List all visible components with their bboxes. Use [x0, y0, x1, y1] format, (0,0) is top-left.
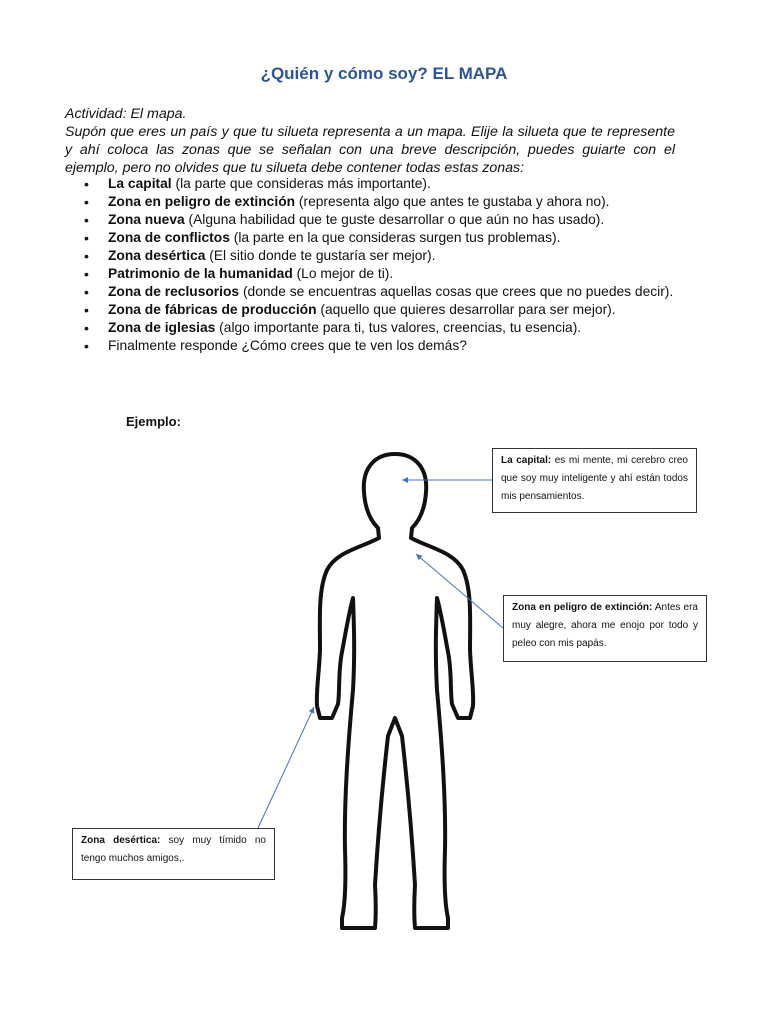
zone-item-capital: • La capital (la parte que consideras más importante). — [80, 175, 680, 193]
body-silhouette — [317, 454, 473, 928]
activity-label: Actividad: El mapa. — [65, 106, 187, 122]
zone-item-iglesias: • Zona de iglesias (algo importante para ti, tus valores, creencias, tu esencia). — [80, 319, 680, 337]
page-title: ¿Quién y cómo soy? EL MAPA — [260, 64, 508, 83]
zone-item-fabricas: • Zona de fábricas de producción (aquello que quieres desarrollar para ser mejor). — [80, 301, 680, 319]
zone-item-extincion: • Zona en peligro de extinción (representa algo que antes te gustaba y ahora no). — [80, 193, 680, 211]
zone-item-patrimonio: • Patrimonio de la humanidad (Lo mejor de ti). — [80, 265, 680, 283]
zone-item-desertica: • Zona desértica (El sitio donde te gustaría ser mejor). — [80, 247, 680, 265]
zone-item-nueva: • Zona nueva (Alguna habilidad que te guste desarrollar o que aún no has usado). — [80, 211, 680, 229]
callout-capital: La capital: es mi mente, mi cerebro creo que soy muy inteligente y ahí están todos mis pensamientos. — [492, 448, 697, 513]
callout-extincion: Zona en peligro de extinción: Antes era muy alegre, ahora me enojo por todo y peleo con mis papás. — [503, 595, 707, 662]
arrow-desertica — [258, 707, 314, 828]
callout-desertica: Zona desértica: soy muy tímido no tengo muchos amigos,. — [72, 828, 275, 880]
zone-item-final-question: • Finalmente responde ¿Cómo crees que te ven los demás? — [80, 337, 680, 355]
example-label: Ejemplo: — [126, 414, 181, 429]
zone-item-reclusorios: • Zona de reclusorios (donde se encuentras aquellas cosas que crees que no puedes decir). — [80, 283, 680, 301]
activity-text: Supón que eres un país y que tu silueta representa a un mapa. Elije la silueta que te represente y ahí coloca las zonas que se señalan con una breve descripción, puedes guiarte con el ejemplo, pero no olvides que tu silueta debe contener todas estas zonas: — [65, 124, 675, 176]
zone-item-conflictos: • Zona de conflictos (la parte en la que consideras surgen tus problemas). — [80, 229, 680, 247]
